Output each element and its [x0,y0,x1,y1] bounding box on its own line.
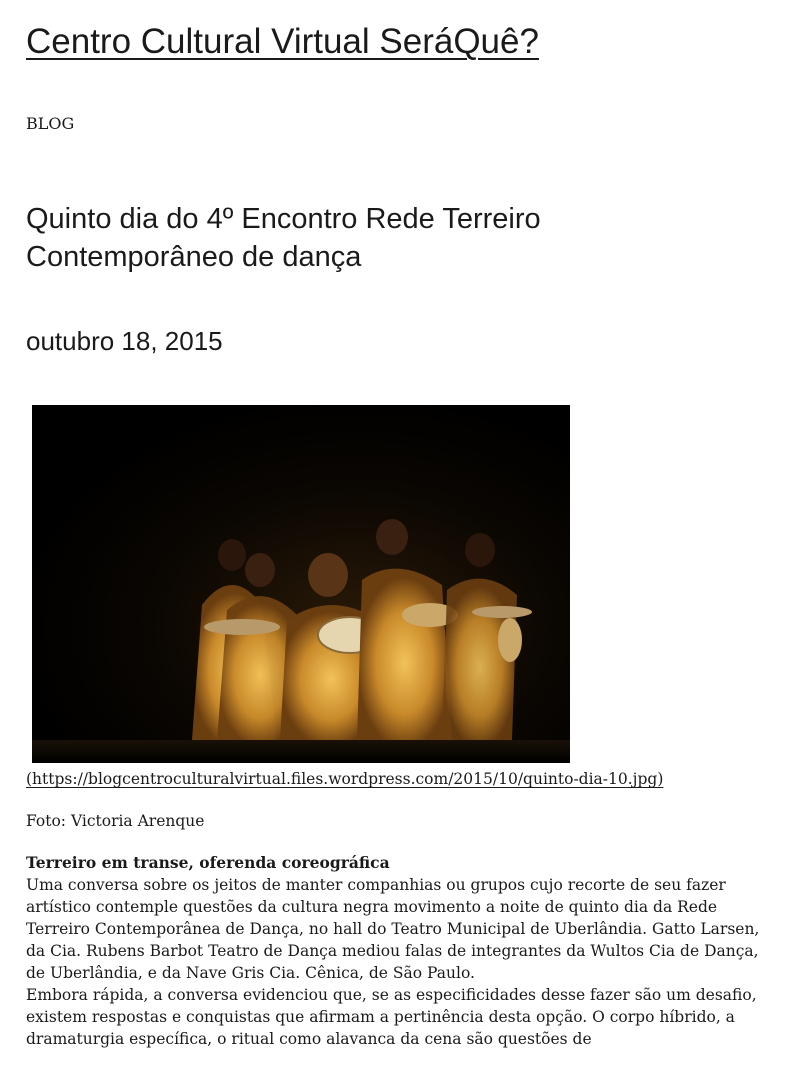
site-title-link[interactable]: Centro Cultural Virtual SeráQuê? [26,22,539,61]
article-body [26,852,776,1050]
image-source-link[interactable]: (https://blogcentroculturalvirtual.files.wordpress.com/2015/10/quinto-dia-10.jpg) [26,770,664,788]
photo-credit: Foto: Victoria Arenque [26,812,205,830]
dancers-illustration [32,405,570,763]
article-paragraph: Embora rápida, a conversa evidenciou que, se as especificidades desse fazer são um desafio, existem respostas e conquistas que afirmam a pertinência desta opção. O corpo híbrido, a dramaturgia específica, o ritual como alavanca da cena são questões de [26,986,757,1048]
article-subheading: Terreiro em transe, oferenda coreográfica [26,853,390,872]
post-photo[interactable] [32,405,570,763]
nav-blog-link[interactable]: BLOG [26,114,75,133]
article-paragraph: Uma conversa sobre os jeitos de manter companhias ou grupos cujo recorte de seu fazer artístico contemple questões da cultura negra movimento a noite de quinto dia da Rede Terreiro Contemporânea de Dança, no hall do Teatro Municipal de Uberlândia. Gatto Larsen, da Cia. Rubens Barbot Teatro de Dança mediou falas de integrantes da Wultos Cia de Dança, de Uberlândia, e da Nave Gris Cia. Cênica, de São Paulo. [26,876,760,982]
post-date: outubro 18, 2015 [26,326,223,356]
post-title: Quinto dia do 4º Encontro Rede Terreiro Contemporâneo de dança [26,203,541,273]
